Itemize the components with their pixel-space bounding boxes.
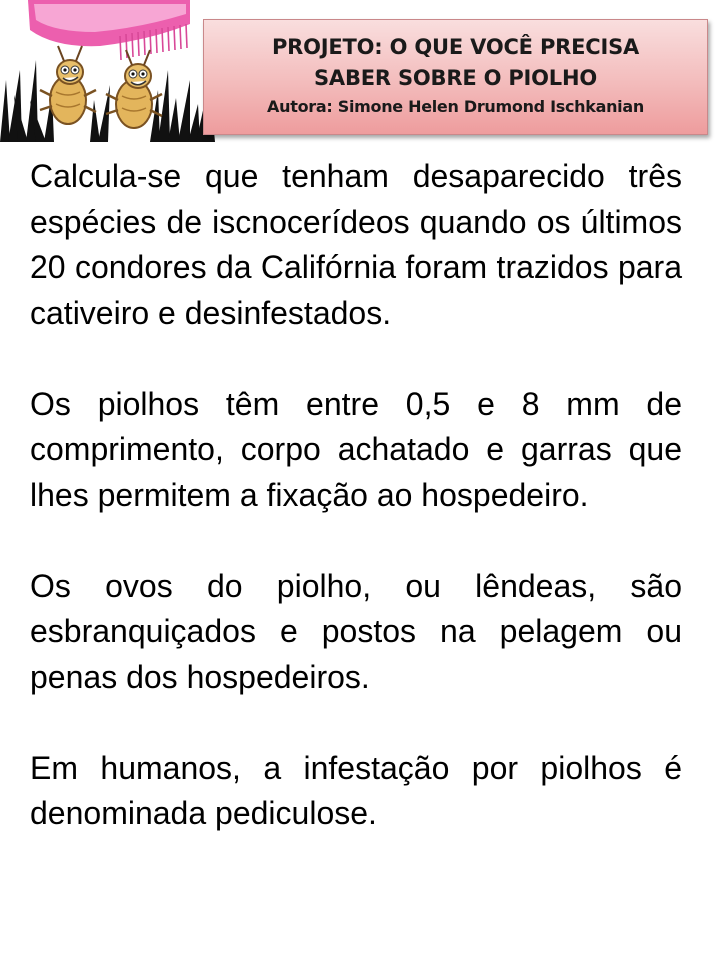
paragraph-pediculosis: Em humanos, a infestação por piolhos é denominada pediculose. xyxy=(30,749,682,831)
header-illustration xyxy=(0,0,215,142)
body-text xyxy=(30,154,682,882)
cartoon-louse-icon xyxy=(40,46,96,124)
paragraph-lice-size: Os piolhos têm entre 0,5 e 8 mm de comprimento, corpo achatado e garras que lhes permitem a fixação ao hospedeiro. xyxy=(30,385,682,513)
title-banner xyxy=(203,19,708,135)
page-title-line-2: SABER SOBRE O PIOLHO xyxy=(313,66,598,90)
illustration-svg xyxy=(0,0,215,142)
page-title-line-1: PROJETO: O QUE VOCÊ PRECISA xyxy=(271,35,640,59)
paragraph-condors: Calcula-se que tenham desaparecido três espécies de iscnocerídeos quando os últimos 20 condores da Califórnia foram trazidos para cativeiro e desinfestados. xyxy=(30,158,682,331)
author-credit: Autora: Simone Helen Drumond Ischkanian xyxy=(267,97,644,116)
cartoon-louse-icon xyxy=(106,50,162,128)
grass-icon xyxy=(0,60,215,142)
lice-comb-icon xyxy=(28,0,190,60)
paragraph-lice-eggs: Os ovos do piolho, ou lêndeas, são esbranquiçados e postos na pelagem ou penas dos hospedeiros. xyxy=(30,567,682,695)
